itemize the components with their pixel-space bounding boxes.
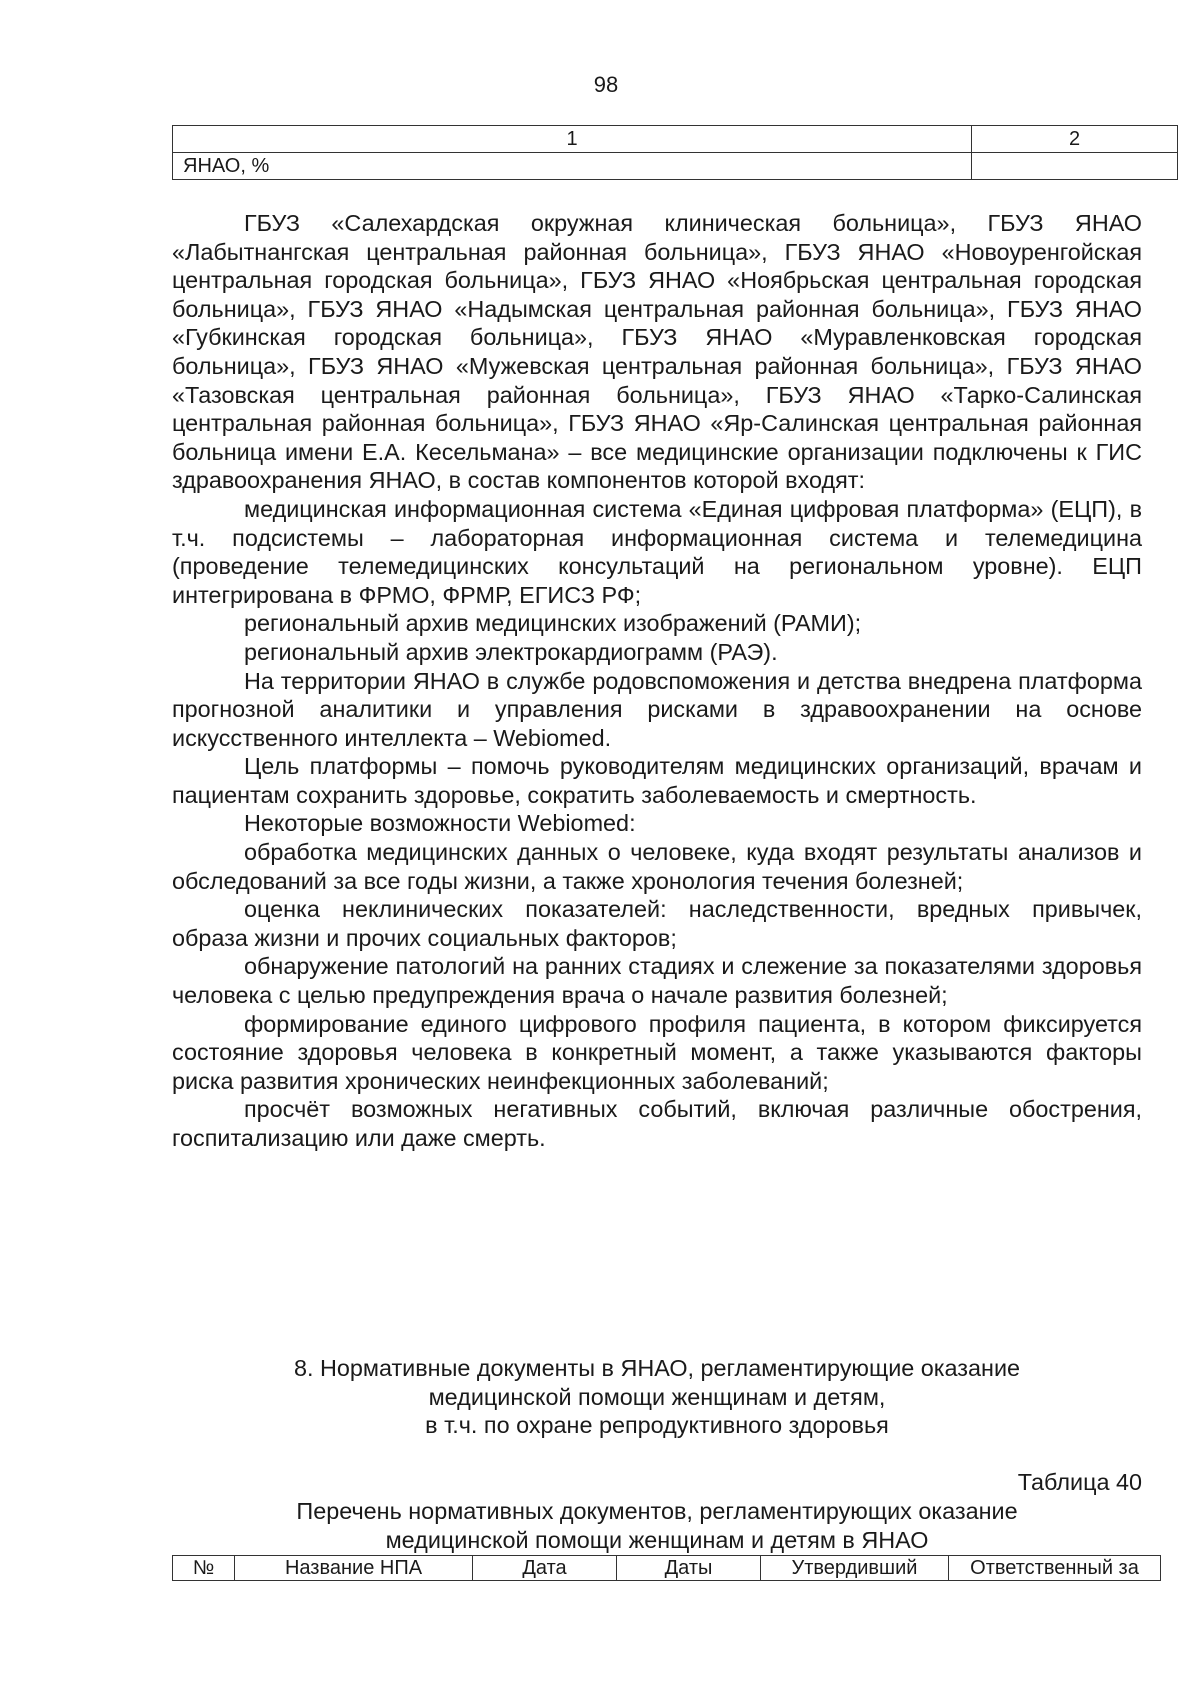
paragraph: оценка неклинических показателей: наследственности, вредных привычек, образа жизни и прочих социальных факторов; [172, 896, 1142, 951]
table-header-row [173, 1556, 1161, 1581]
paragraph: региональный архив электрокардиограмм (РАЭ). [244, 638, 778, 665]
table-header-cell: Название НПА [235, 1556, 473, 1581]
table-header-cell: Дата [473, 1556, 617, 1581]
section-heading-line: в т.ч. по охране репродуктивного здоровья [425, 1412, 889, 1439]
section-heading-line: медицинской помощи женщинам и детям, [428, 1383, 886, 1410]
paragraph: На территории ЯНАО в службе родовспоможения и детства внедрена платформа прогнозной аналитики и управления рисками в здравоохранении на основе искусственного интеллекта – Webiomed. [172, 667, 1142, 751]
table-header-row [173, 126, 1178, 153]
paragraph: Цель платформы – помочь руководителям медицинских организаций, врачам и пациентам сохранить здоровье, сократить заболеваемость и смертность. [172, 753, 1142, 808]
paragraph: формирование единого цифрового профиля пациента, в котором фиксируется состояние здоровья человека в конкретный момент, а также указываются факторы риска развития хронических неинфекционных заболеваний; [172, 1010, 1142, 1094]
section-heading-line: 8. Нормативные документы в ЯНАО, регламентирующие оказание [293, 1355, 1021, 1381]
section-heading [172, 1354, 1142, 1440]
table-header-cell: Ответственный за [949, 1556, 1161, 1581]
table-header-cell: № [173, 1556, 235, 1581]
continued-table [172, 125, 1178, 180]
table-header-cell: 2 [972, 126, 1178, 153]
table-title [172, 1497, 1142, 1554]
table-title-line: медицинской помощи женщинам и детям в ЯНАО [385, 1526, 929, 1553]
table-label: Таблица 40 [1017, 1469, 1142, 1495]
page-number: 98 [593, 72, 619, 97]
paragraph: Некоторые возможности Webiomed: [244, 810, 636, 837]
table-cell: ЯНАО, % [173, 153, 972, 180]
paragraph: региональный архив медицинских изображений (РАМИ); [244, 610, 862, 637]
table-header-cell: Даты [617, 1556, 761, 1581]
table-row [173, 153, 1178, 180]
paragraph: ГБУЗ «Салехардская окружная клиническая больница», ГБУЗ ЯНАО «Лабытнангская центральная районная больница», ГБУЗ ЯНАО «Новоуренгойская центральная городская больница», ГБУЗ ЯНАО «Ноябрьская центральная городская больница», ГБУЗ ЯНАО «Надымская центральная районная больница», ГБУЗ ЯНАО «Губкинская городская больница», ГБУЗ ЯНАО «Муравленковская городская больница», ГБУЗ ЯНАО «Мужевская центральная районная больница», ГБУЗ ЯНАО «Тазовская центральная районная больница», ГБУЗ ЯНАО «Тарко-Салинская центральная районная больница», ГБУЗ ЯНАО «Яр-Салинская центральная районная больница имени Е.А. Кесельмана» – все медицинские организации подключены к ГИС здравоохранения ЯНАО, в состав компонентов которой входят: [172, 210, 1142, 494]
table-cell [972, 153, 1178, 180]
regulations-table [172, 1555, 1161, 1581]
table-header-cell: 1 [173, 126, 972, 153]
paragraph: просчёт возможных негативных событий, включая различные обострения, госпитализацию или даже смерть. [172, 1096, 1142, 1151]
body-text [172, 209, 1142, 1153]
table-header-cell: Утвердивший [761, 1556, 949, 1581]
paragraph: обнаружение патологий на ранних стадиях и слежение за показателями здоровья человека с целью предупреждения врача о начале развития болезней; [172, 953, 1142, 1009]
table-title-line: Перечень нормативных документов, регламентирующих оказание [296, 1498, 1018, 1524]
paragraph: медицинская информационная система «Единая цифровая платформа» (ЕЦП), в т.ч. подсистемы – лабораторная информационная система и телемедицина (проведение телемедицинских консультаций на региональном уровне). ЕЦП интегрирована в ФРМО, ФРМР, ЕГИСЗ РФ; [172, 495, 1142, 608]
paragraph: обработка медицинских данных о человеке, куда входят результаты анализов и обследований за все годы жизни, а также хронология течения болезней; [172, 839, 1142, 894]
